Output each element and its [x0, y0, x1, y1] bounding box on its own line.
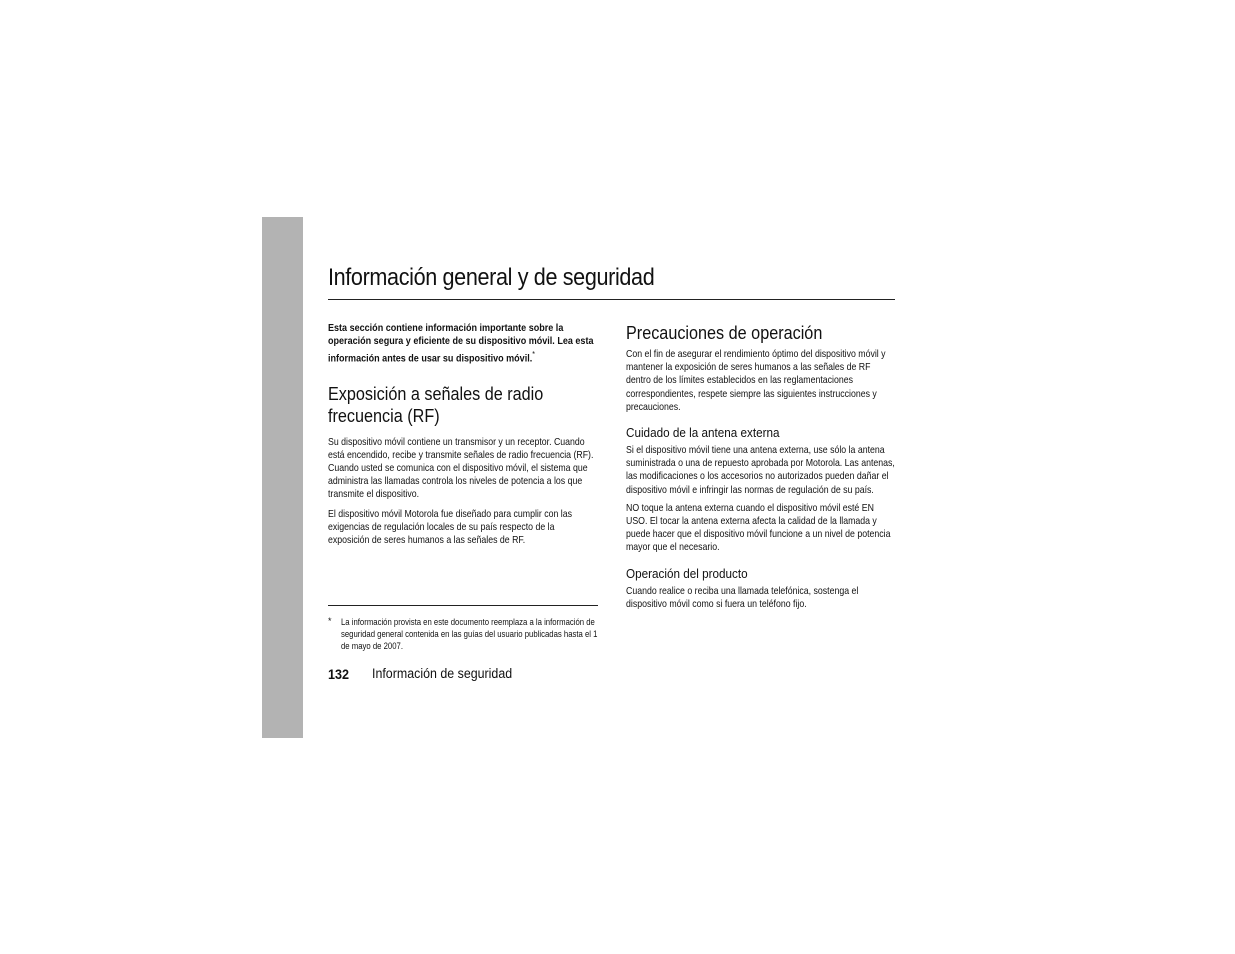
precautions-body	[626, 348, 896, 414]
running-head: Información de seguridad	[372, 666, 513, 681]
page-number: 132	[328, 666, 350, 682]
footnote-divider	[328, 605, 598, 606]
precautions-heading: Precauciones de operación	[626, 323, 823, 343]
antenna-heading: Cuidado de la antena externa	[626, 425, 780, 441]
intro-text: Esta sección contiene información importante sobre la operación segura y eficiente de su dispositivo móvil. Lea esta información antes de usar su dispositivo móvil.	[328, 322, 594, 365]
side-thumb-tab	[262, 217, 303, 738]
title-divider	[328, 299, 895, 300]
precautions-paragraph: Con el fin de asegurar el rendimiento óptimo del dispositivo móvil y mantener la exposición de seres humanos a las señales de RF dentro de los límites establecidos en las reglamentaciones correspondientes, respete siempre las siguientes instrucciones y precauciones.	[626, 349, 886, 413]
rf-paragraph-1: Su dispositivo móvil contiene un transmisor y un receptor. Cuando está encendido, recibe y transmite señales de radio frecuencia (RF). Cuando usted se comunica con el dispositivo móvil, el sistema que administra las llamadas controla los niveles de potencia a los que transmite el dispositivo.	[328, 436, 594, 501]
footnote-mark: *	[328, 616, 332, 626]
rf-heading: Exposición a señales de radio frecuencia (RF)	[328, 383, 544, 426]
operation-heading: Operación del producto	[626, 565, 748, 581]
antenna-paragraph-2: NO toque la antena externa cuando el dispositivo móvil esté EN USO. El tocar la antena externa afecta la calidad de la llamada y puede hacer que el dispositivo móvil funcione a un nivel de potencia mayor que el necesario.	[626, 502, 891, 554]
footnote-text: La información provista en este documento reemplaza a la información de seguridad general contenida en las guías del usuario publicadas hasta el 1 de mayo de 2007.	[341, 617, 598, 651]
right-column	[626, 322, 896, 611]
rf-body	[328, 436, 598, 548]
intro-block	[328, 322, 598, 366]
operation-paragraph: Cuando realice o reciba una llamada telefónica, sostenga el dispositivo móvil como si fuera un teléfono fijo.	[626, 585, 859, 610]
page-title: Información general y de seguridad	[328, 264, 655, 291]
operation-body	[626, 585, 896, 611]
intro-footnote-mark: *	[532, 350, 535, 359]
intro-paragraph	[328, 322, 598, 366]
antenna-body	[626, 444, 896, 555]
left-column	[328, 322, 598, 547]
rf-paragraph-2: El dispositivo móvil Motorola fue diseñado para cumplir con las exigencias de regulación locales de su país respecto de la exposición de seres humanos a las señales de RF.	[328, 508, 572, 546]
antenna-paragraph-1: Si el dispositivo móvil tiene una antena externa, use sólo la antena suministrada o una de repuesto aprobada por Motorola. Las antenas, las modificaciones o los accesorios no autorizados pueden dañar el dispositivo móvil e infringir las normas de regulación de su país.	[626, 445, 895, 496]
